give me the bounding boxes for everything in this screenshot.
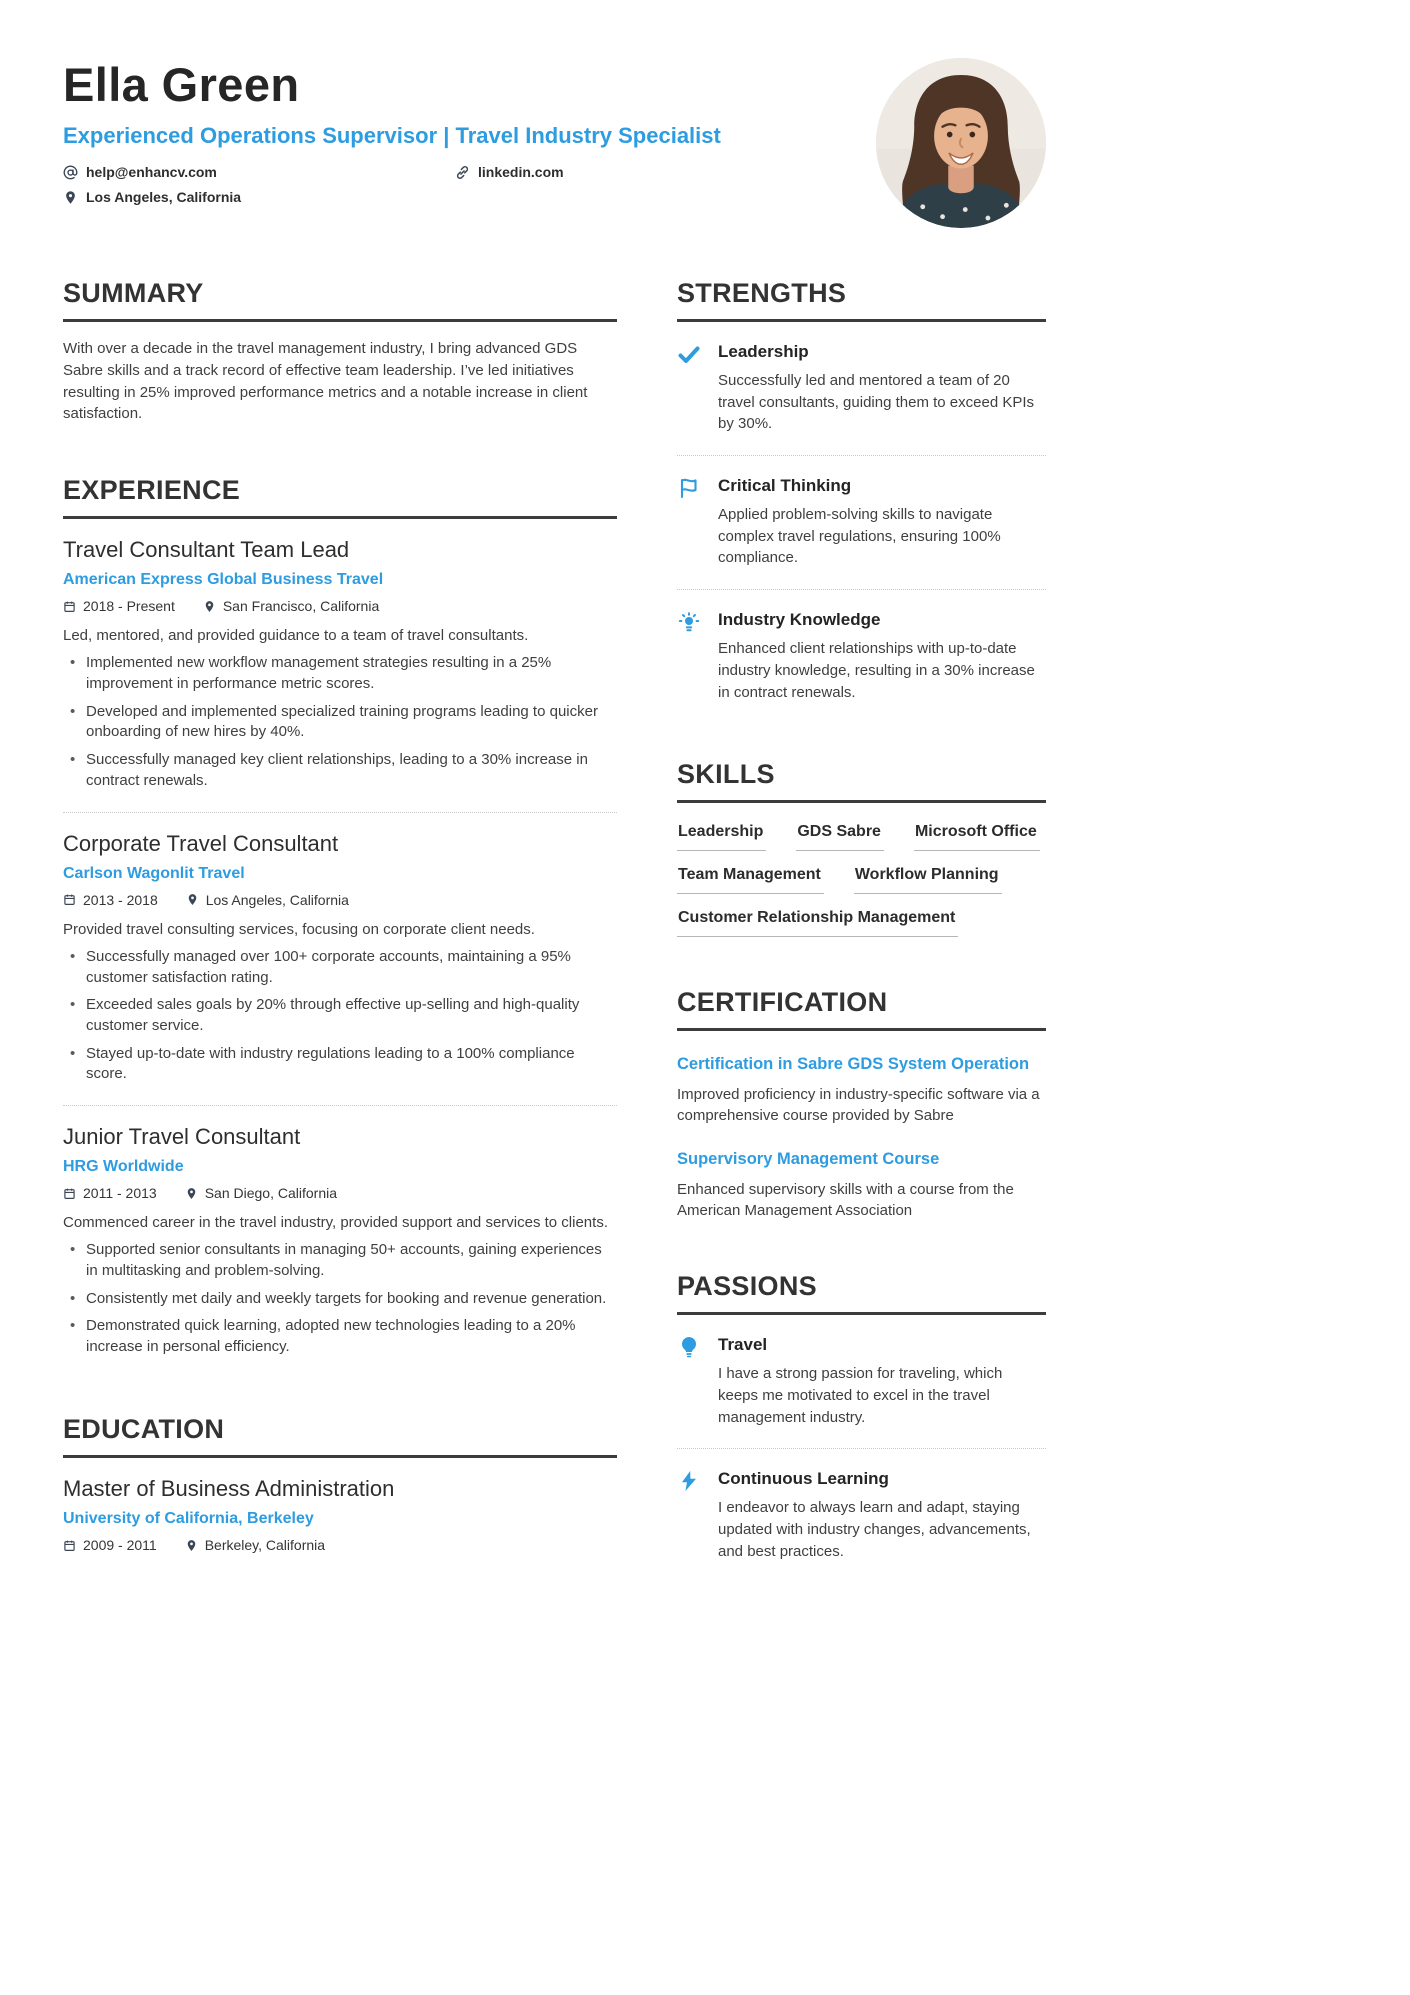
- location-text: Los Angeles, California: [86, 189, 242, 206]
- passions-section: [677, 1271, 1046, 1568]
- candidate-name: Ella Green: [63, 58, 300, 111]
- avatar-illustration: [876, 58, 1046, 228]
- achievement: • Consistently met daily and weekly targets for booking and revenue generation.: [63, 1289, 617, 1310]
- strength-title: Leadership: [718, 342, 809, 361]
- achievement: • Demonstrated quick learning, adopted new technologies leading to a 20% increase in personal efficiency.: [63, 1316, 617, 1357]
- achievement: • Successfully managed over 100+ corporate accounts, maintaining a 95% customer satisfaction rating.: [63, 947, 617, 988]
- achievement: • Implemented new workflow management strategies resulting in a 25% improvement in performance metric scores.: [63, 653, 617, 694]
- date-text: 2011 - 2013: [83, 1185, 157, 1202]
- link-icon: [455, 165, 470, 180]
- job-meta: [63, 892, 617, 908]
- date-text: 2018 - Present: [83, 598, 175, 615]
- school-name: University of California, Berkeley: [63, 1510, 314, 1528]
- skills-heading: SKILLS: [677, 759, 1046, 803]
- achievement: • Developed and implemented specialized training programs leading to quicker onboarding of new hires by 40%.: [63, 702, 617, 743]
- date-range: [63, 1537, 157, 1553]
- job-meta: [63, 598, 617, 614]
- email-text: help@enhancv.com: [86, 164, 217, 181]
- passions-heading: PASSIONS: [677, 1271, 1046, 1315]
- experience-entry: [63, 813, 617, 1107]
- skill-item: Workflow Planning: [854, 866, 1002, 894]
- passion-title: Continuous Learning: [718, 1469, 889, 1489]
- skill-item: Microsoft Office: [914, 823, 1040, 851]
- strengths-heading: STRENGTHS: [677, 278, 1046, 322]
- experience-entry: [63, 1106, 617, 1364]
- calendar-icon: [63, 1539, 76, 1552]
- achievement: • Supported senior consultants in managing 50+ accounts, gaining experiences in multitasking and problem-solving.: [63, 1240, 617, 1281]
- skill-item: Customer Relationship Management: [677, 909, 958, 937]
- location-text: Berkeley, California: [204, 1537, 326, 1554]
- lightbulb-icon: [677, 1335, 703, 1361]
- calendar-icon: [63, 893, 76, 906]
- skill-item: Team Management: [677, 866, 824, 894]
- job-achievements: [63, 1240, 617, 1357]
- right-column: [677, 278, 1046, 1618]
- certification-section: [677, 987, 1046, 1221]
- job-description: Led, mentored, and provided guidance to a team of travel consultants.: [63, 627, 529, 645]
- contact-row: [63, 189, 721, 205]
- company-name: HRG Worldwide: [63, 1158, 184, 1176]
- strength-item: [677, 456, 1046, 590]
- job-title: Junior Travel Consultant: [63, 1124, 301, 1150]
- strengths-section: [677, 278, 1046, 709]
- certification-item: [677, 1149, 1046, 1221]
- strength-text: Applied problem-solving skills to navigate complex travel regulations, ensuring 100% compliance.: [718, 506, 1001, 567]
- skill-item: Leadership: [677, 823, 766, 851]
- location-pin-icon: [186, 893, 199, 906]
- resume-header: [63, 56, 1046, 228]
- achievement: • Successfully managed key client relationships, leading to a 30% increase in contract renewals.: [63, 750, 617, 791]
- strength-item: [677, 322, 1046, 456]
- date-text: 2009 - 2011: [83, 1537, 157, 1554]
- left-column: [63, 278, 617, 1609]
- certification-text: Enhanced supervisory skills with a course from the American Management Association: [677, 1180, 1014, 1219]
- passion-text: I endeavor to always learn and adapt, staying updated with industry changes, advancements, and best practices.: [718, 1499, 1031, 1560]
- job-description: Commenced career in the travel industry, provided support and services to clients.: [63, 1214, 608, 1232]
- check-icon: [677, 342, 703, 368]
- education-location: [185, 1537, 325, 1553]
- job-meta: [63, 1185, 617, 1201]
- experience-section: [63, 475, 617, 1364]
- location-text: Los Angeles, California: [205, 891, 349, 908]
- certification-text: Improved proficiency in industry-specific software via a comprehensive course provided by Sabre: [677, 1085, 1040, 1124]
- job-achievements: [63, 947, 617, 1085]
- education-heading: EDUCATION: [63, 1414, 617, 1458]
- job-title: Corporate Travel Consultant: [63, 830, 339, 856]
- certification-item: [677, 1054, 1046, 1126]
- certification-title: Supervisory Management Course: [677, 1150, 940, 1169]
- glowing-bulb-icon: [677, 610, 703, 636]
- job-title: Travel Consultant Team Lead: [63, 537, 350, 562]
- calendar-icon: [63, 600, 76, 613]
- education-meta: [63, 1537, 617, 1553]
- calendar-icon: [63, 1187, 76, 1200]
- lightning-icon: [677, 1469, 703, 1495]
- job-location: [185, 1185, 337, 1201]
- strength-item: [677, 590, 1046, 709]
- passion-title: Travel: [718, 1335, 768, 1355]
- company-name: American Express Global Business Travel: [63, 571, 384, 589]
- experience-entry: [63, 519, 617, 813]
- skills-section: [677, 759, 1046, 937]
- date-range: [63, 598, 175, 614]
- achievement: • Stayed up-to-date with industry regulations leading to a 100% compliance score.: [63, 1044, 617, 1085]
- job-achievements: [63, 653, 617, 791]
- location-pin-icon: [203, 600, 216, 613]
- passion-item: [677, 1315, 1046, 1449]
- date-range: [63, 892, 158, 908]
- candidate-headline: Experienced Operations Supervisor | Travel Industry Specialist: [63, 123, 721, 149]
- location-text: San Francisco, California: [222, 598, 380, 615]
- location-pin-icon: [185, 1539, 198, 1552]
- job-location: [186, 892, 349, 908]
- achievement: • Exceeded sales goals by 20% through effective up-selling and high-quality customer service.: [63, 995, 617, 1036]
- education-entry: [63, 1458, 617, 1559]
- degree-title: Master of Business Administration: [63, 1475, 395, 1501]
- job-description: Provided travel consulting services, focusing on corporate client needs.: [63, 920, 535, 938]
- certification-title: Certification in Sabre GDS System Operation: [677, 1055, 1030, 1074]
- summary-text: With over a decade in the travel management industry, I bring advanced GDS Sabre skills and a track record of effective team leadership. I’ve led initiatives resulting in 25% improved performance metrics and a notable increase in client satisfaction.: [63, 340, 588, 423]
- email-link[interactable]: [63, 164, 455, 180]
- strength-title: Critical Thinking: [718, 476, 852, 496]
- date-text: 2013 - 2018: [83, 891, 158, 908]
- contact-row: [63, 164, 721, 180]
- job-location: [203, 598, 379, 614]
- profile-photo: [876, 58, 1046, 228]
- skills-list: [677, 823, 1046, 937]
- passion-text: I have a strong passion for traveling, which keeps me motivated to excel in the travel management industry.: [718, 1365, 1003, 1426]
- education-section: [63, 1414, 617, 1559]
- date-range: [63, 1185, 157, 1201]
- passion-item: [677, 1449, 1046, 1568]
- header-info: [63, 56, 721, 205]
- location-item: [63, 189, 241, 205]
- certification-heading: CERTIFICATION: [677, 987, 1046, 1031]
- flag-icon: [677, 476, 703, 502]
- summary-heading: SUMMARY: [63, 278, 617, 322]
- strength-text: Enhanced client relationships with up-to-date industry knowledge, resulting in a 30% increase in contract renewals.: [718, 640, 1035, 701]
- website-text: linkedin.com: [478, 164, 564, 181]
- company-name: Carlson Wagonlit Travel: [63, 864, 245, 882]
- at-icon: [63, 165, 78, 180]
- website-link[interactable]: [455, 164, 564, 180]
- strength-title: Industry Knowledge: [718, 610, 881, 630]
- location-pin-icon: [63, 190, 78, 205]
- resume-body: [63, 278, 1046, 1618]
- strength-text: Successfully led and mentored a team of 20 travel consultants, guiding them to exceed KPIs by 30%.: [718, 372, 1035, 433]
- experience-heading: EXPERIENCE: [63, 475, 617, 519]
- location-pin-icon: [185, 1187, 198, 1200]
- summary-section: [63, 278, 617, 425]
- skill-item: GDS Sabre: [796, 823, 884, 851]
- location-text: San Diego, California: [204, 1185, 337, 1202]
- contact-block: [63, 164, 721, 205]
